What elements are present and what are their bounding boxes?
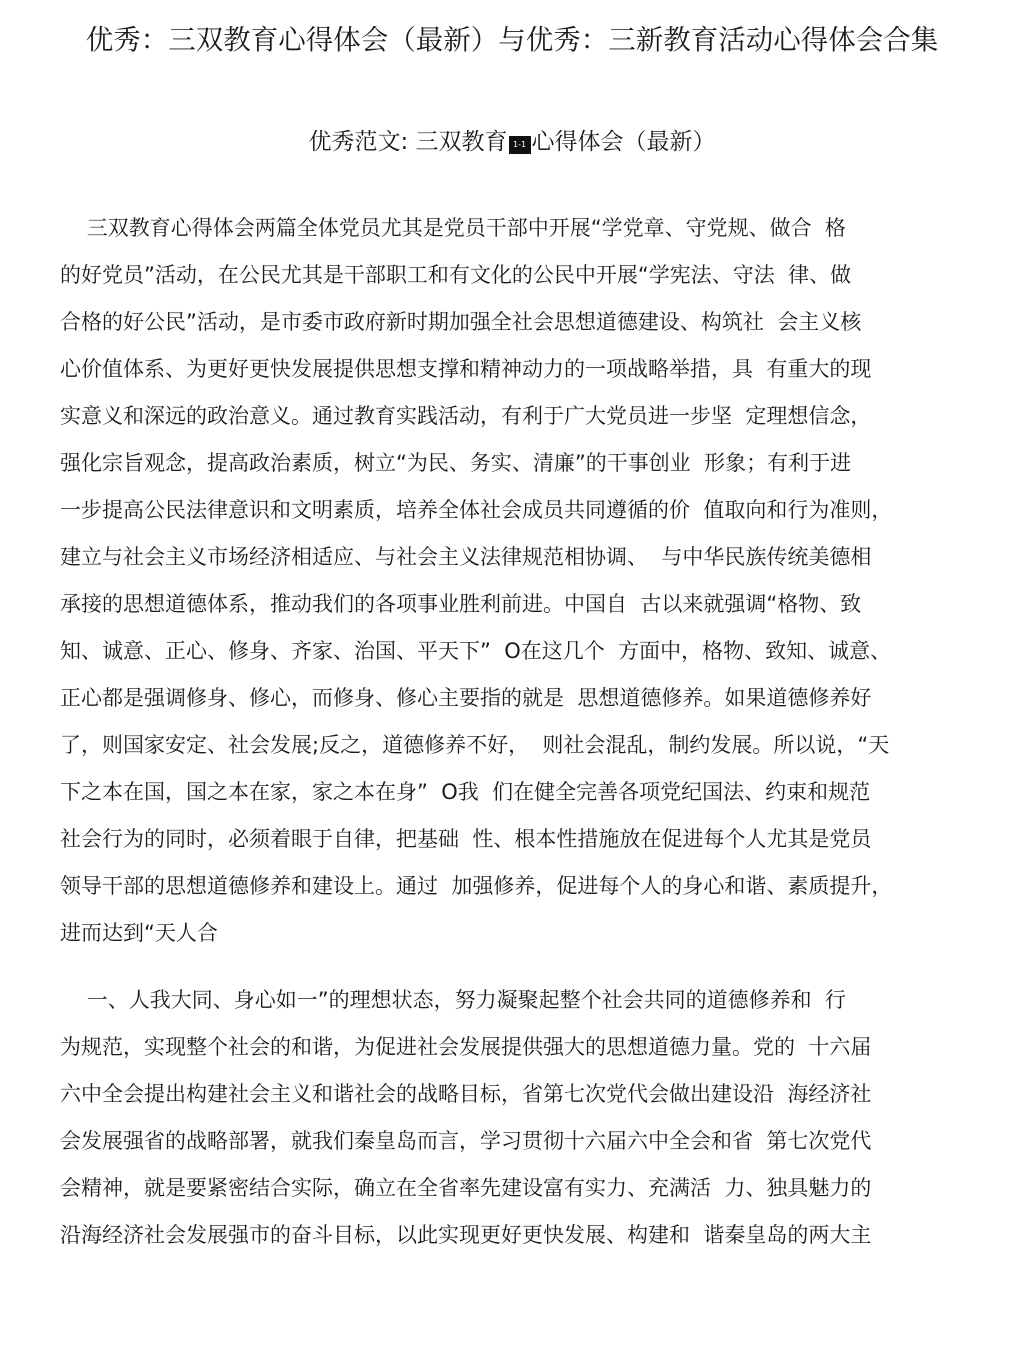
paragraph-line: 的好党员”活动，在公民尤其是干部职工和有文化的公民中开展“学宪法、守法 律、做: [60, 263, 852, 287]
page-marker-badge: 1-1: [509, 136, 531, 154]
paragraph-line: 建立与社会主义市场经济相适应、与社会主义法律规范相协调、 与中华民族传统美德相: [60, 545, 872, 569]
paragraph-line: 一步提高公民法律意识和文明素质，培养全体社会成员共同遵循的价 值取向和行为准则，: [60, 498, 893, 522]
paragraph-line: 心价值体系、为更好更快发展提供思想支撑和精神动力的一项战略举措，具 有重大的现: [60, 357, 872, 381]
section-title-text-start: 优秀范文: 三双教育: [308, 129, 508, 155]
paragraph-line: 合格的好公民”活动，是市委市政府新时期加强全社会思想道德建设、构筑社 会主义核: [60, 310, 862, 334]
paragraph-line: 了，则国家安定、社会发展;反之，道德修养不好， 则社会混乱，制约发展。所以说，“天: [60, 733, 890, 757]
paragraph-line: 六中全会提出构建社会主义和谐社会的战略目标，省第七次党代会做出建设沿 海经济社: [60, 1082, 872, 1106]
paragraph-line: 一、人我大同、身心如一”的理想状态，努力凝聚起整个社会共同的道德修养和 行: [60, 988, 846, 1012]
section-title: [0, 124, 1024, 160]
paragraph-line: 领导干部的思想道德修养和建设上。通过 加强修养，促进每个人的身心和谐、素质提升，: [60, 874, 893, 898]
paragraph-line: 沿海经济社会发展强市的奋斗目标，以此实现更好更快发展、构建和 谐秦皇岛的两大主: [60, 1223, 872, 1247]
section-title-text-end: 心得体会（最新）: [531, 129, 716, 155]
paragraph-line: 进而达到“天人合: [60, 921, 218, 945]
paragraph-line: 为规范，实现整个社会的和谐，为促进社会发展提供强大的思想道德力量。党的 十六届: [60, 1035, 872, 1059]
paragraph-line: 社会行为的同时，必须着眼于自律，把基础 性、根本性措施放在促进每个人尤其是党员: [60, 827, 872, 851]
paragraph-line: 下之本在国，国之本在家，家之本在身” O我 们在健全完善各项党纪国法、约束和规范: [60, 780, 871, 804]
body-paragraph: [60, 977, 970, 1259]
paragraph-line: 正心都是强调修身、修心，而修身、修心主要指的就是 思想道德修养。如果道德修养好: [60, 686, 872, 710]
paragraph-line: 会精神，就是要紧密结合实际，确立在全省率先建设富有实力、充满活 力、独具魅力的: [60, 1176, 872, 1200]
paragraph-line: 会发展强省的战略部署，就我们秦皇岛而言，学习贯彻十六届六中全会和省 第七次党代: [60, 1129, 872, 1153]
paragraph-line: 承接的思想道德体系，推动我们的各项事业胜利前进。中国自 古以来就强调“格物、致: [60, 592, 862, 616]
paragraph-line: 三双教育心得体会两篇全体党员尤其是党员干部中开展“学党章、守党规、做合 格: [60, 216, 846, 240]
paragraph-line: 实意义和深远的政治意义。通过教育实践活动，有利于广大党员进一步坚 定理想信念，: [60, 404, 872, 428]
paragraph-line: 强化宗旨观念，提高政治素质，树立“为民、务实、清廉”的干事创业 形象；有利于进: [60, 451, 852, 475]
document-title: 优秀：三双教育心得体会（最新）与优秀：三新教育活动心得体会合集: [85, 24, 939, 56]
body-paragraph: [60, 205, 970, 957]
paragraph-line: 知、诚意、正心、修身、齐家、治国、平天下” O在这几个 方面中，格物、致知、诚意、: [60, 639, 892, 663]
